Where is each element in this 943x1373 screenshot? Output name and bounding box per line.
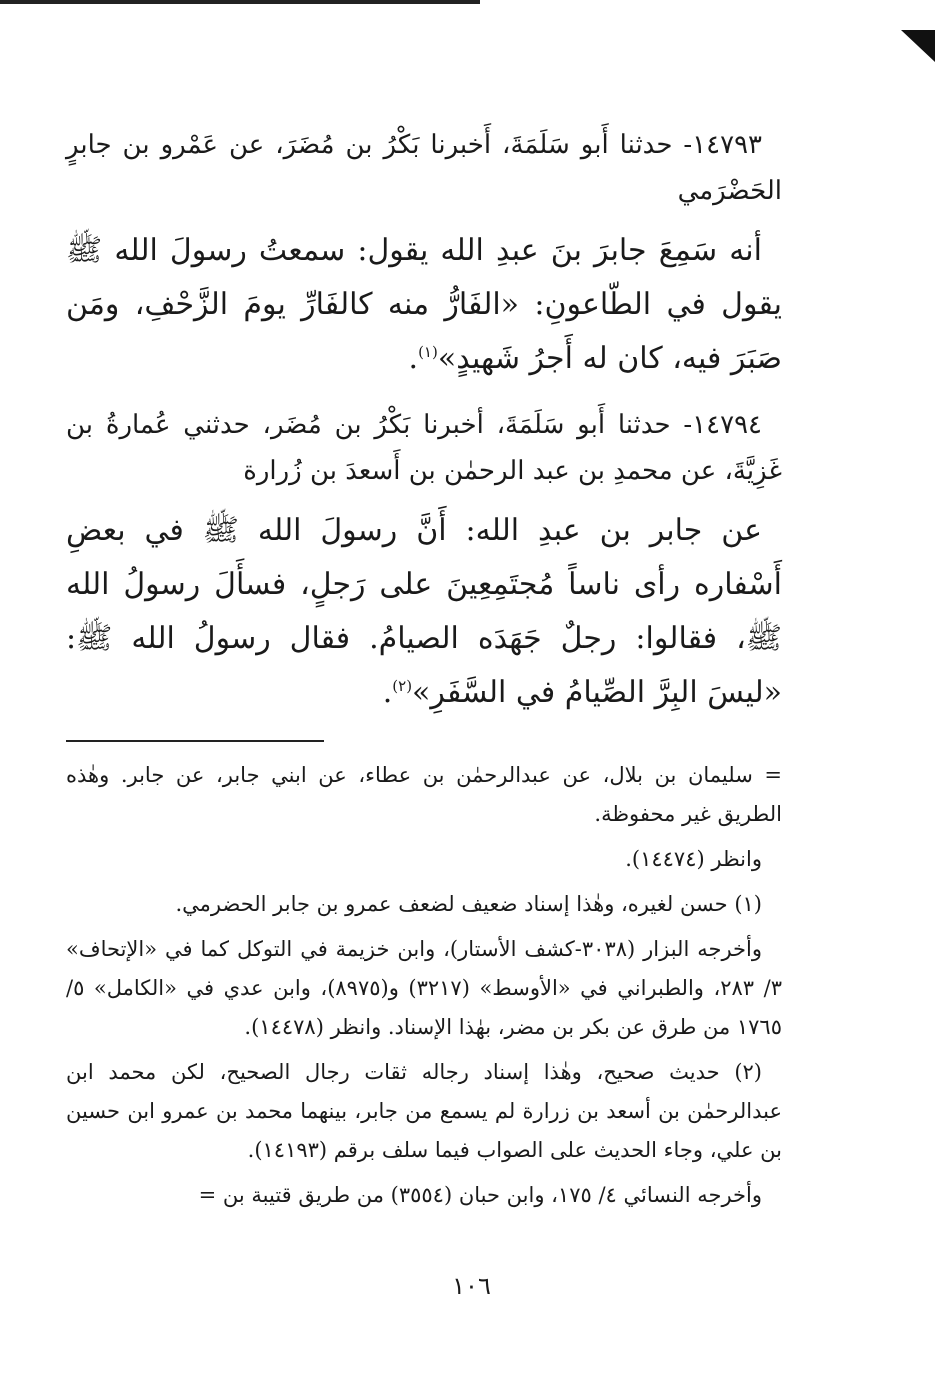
hadith-14793-end: . — [408, 341, 419, 376]
hadith-14793-chain: ١٤٧٩٣- حدثنا أَبو سَلَمَةَ، أَخبرنا بَكْرُ بن مُضَرَ، عن عَمْرو بن جابرٍ الحَضْرَمي — [66, 130, 782, 206]
hadith-14794-chain: ١٤٧٩٤- حدثنا أَبو سَلَمَةَ، أخبرنا بَكْرُ بن مُضَر، حدثني عُمارةُ بن غَزِيَّةَ، عن محمدِ بن عبد الرحمٰن بن أَسعدَ بن زُرارة — [66, 410, 782, 486]
footnotes — [66, 756, 782, 1215]
hadith-14793-matn: أنه سَمِعَ جابرَ بنَ عبدِ الله يقول: سمعتُ رسولَ الله ﷺ يقول في الطّاعونِ: «الفَارُّ منه كالفَارِّ يومَ الزَّحْفِ، ومَن صَبَرَ فيه، كان له أَجرُ شَهيدٍ» — [66, 233, 782, 376]
footnote-1: (١) حسن لغيره، وهٰذا إسناد ضعيف لضعف عمرو بن جابر الحضرمي. — [175, 892, 762, 916]
hadith-14794-end: . — [382, 675, 393, 710]
footnote-2-sources: وأخرجه النسائي ٤/ ١٧٥، وابن حبان (٣٥٥٤) من طريق قتيبة بن = — [198, 1183, 762, 1207]
hadith-14794-text — [66, 504, 782, 720]
footnote-continuation: = سليمان بن بلال، عن عبدالرحمٰن بن عطاء، عن ابني جابر، عن جابر. وهٰذه الطريق غير محفوظة. — [66, 763, 782, 826]
page-body — [66, 122, 782, 1221]
footnote-ref-1: (١) — [418, 343, 438, 361]
corner-triangle-icon — [901, 30, 935, 62]
footnote-separator — [66, 740, 324, 742]
footnote-see-also: وانظر (١٤٤٧٤). — [625, 847, 762, 871]
page-number: ١٠٦ — [452, 1272, 491, 1300]
hadith-14793-text — [66, 224, 782, 386]
hadith-14794-matn: عن جابر بن عبدِ الله: أَنَّ رسولَ الله ﷺ في بعضِ أَسْفاره رأى ناساً مُجتَمِعِينَ على رَجلٍ، فسأَلَ رسولُ الله ﷺ، فقالوا: رجلٌ جَهَدَه الصيامُ. فقال رسولُ الله ﷺ: «ليسَ البِرَّ الصِّيامُ في السَّفَرِ» — [66, 513, 782, 710]
footnote-ref-2: (٢) — [392, 677, 413, 695]
top-edge-rule — [0, 0, 480, 4]
footnote-2: (٢) حديث صحيح، وهٰذا إسناد رجاله ثقات رجال الصحيح، لكن محمد ابن عبدالرحمٰن بن أسعد بن زرارة لم يسمع من جابر، بينهما محمد بن عمرو ابن حسين بن علي، وجاء الحديث على الصواب فيما سلف برقم (١٤١٩٣). — [66, 1060, 782, 1162]
footnote-1-sources: وأخرجه البزار (٣٠٣٨-كشف الأستار)، وابن خزيمة في التوكل كما في «الإتحاف» ٣/ ٢٨٣، والطبراني في «الأوسط» (٣٢١٧) و(٨٩٧٥)، وابن عدي في «الكامل» ٥/ ١٧٦٥ من طرق عن بكر بن مضر، بهٰذا الإسناد. وانظر (١٤٤٧٨). — [66, 937, 782, 1039]
